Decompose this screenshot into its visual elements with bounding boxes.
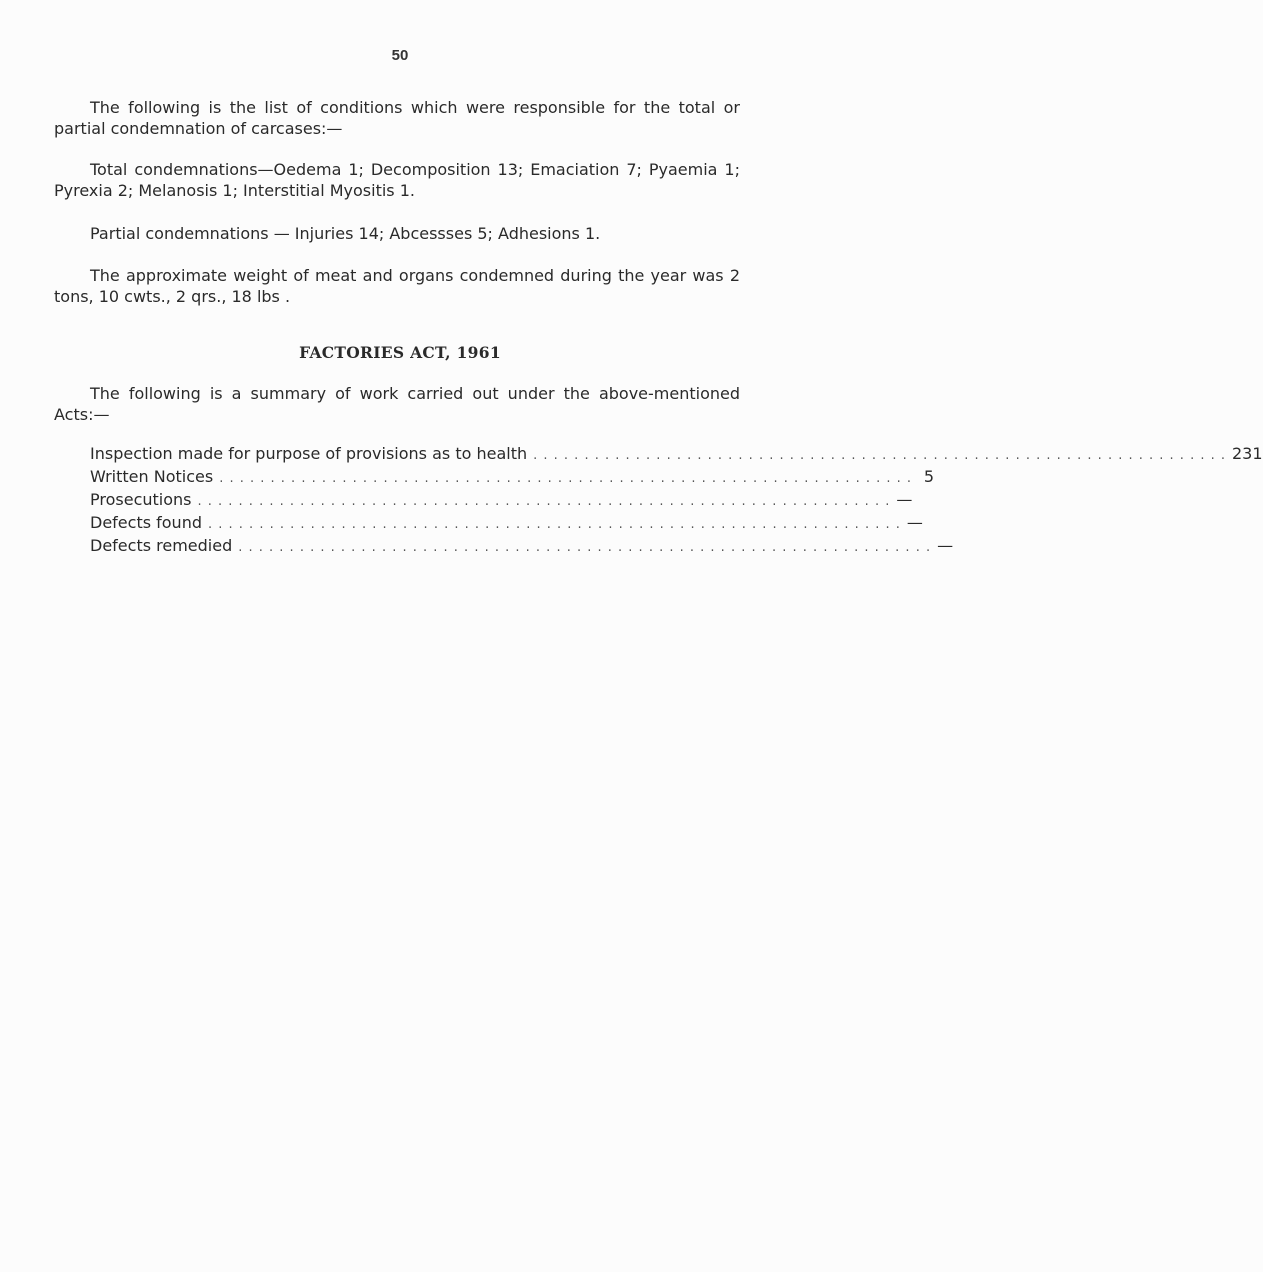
- conditions-intro-text: The following is the list of conditions which were responsible for the total or partial condemnation of carcases:—: [54, 98, 740, 138]
- dot-leader: . . . . . . . . . . . . . . . . . . . . . . . . . . . . . . . . . . . . . . . . . . . . . . . . . . . . . . . . . . . . . . . . . . . .: [208, 517, 901, 532]
- summary-value: 5: [923, 467, 935, 486]
- summary-value: —: [906, 513, 923, 532]
- partial-condemnations-text: Partial condemnations — Injuries 14; Abcessses 5; Adhesions 1.: [90, 224, 601, 243]
- summary-row-written-notices: [90, 467, 935, 490]
- conditions-intro-paragraph: [54, 97, 740, 139]
- summary-row-defects-remedied: [90, 536, 954, 559]
- factories-summary-list: [90, 444, 1263, 559]
- summary-label: Prosecutions: [90, 490, 192, 509]
- partial-condemnations-paragraph: [54, 223, 740, 244]
- summary-value: —: [937, 536, 954, 555]
- summary-row-defects-found: [90, 513, 923, 536]
- summary-row-inspection: [90, 444, 1263, 467]
- page-number: 50: [391, 47, 409, 64]
- weight-paragraph: [54, 265, 740, 307]
- total-condemnations-paragraph: [54, 159, 740, 201]
- summary-value: —: [896, 490, 913, 509]
- dot-leader: . . . . . . . . . . . . . . . . . . . . . . . . . . . . . . . . . . . . . . . . . . . . . . . . . . . . . . . . . . . . . . . . . . . .: [219, 471, 913, 486]
- factories-act-heading: FACTORIES ACT, 1961: [299, 343, 501, 362]
- dot-leader: . . . . . . . . . . . . . . . . . . . . . . . . . . . . . . . . . . . . . . . . . . . . . . . . . . . . . . . . . . . . . . . . . . . .: [197, 494, 891, 509]
- factories-intro-text: The following is a summary of work carried out under the above-mentioned Acts:—: [54, 384, 740, 424]
- summary-label: Inspection made for purpose of provisions as to health: [90, 444, 528, 463]
- dot-leader: . . . . . . . . . . . . . . . . . . . . . . . . . . . . . . . . . . . . . . . . . . . . . . . . . . . . . . . . . . . . . . . . . . . .: [238, 540, 932, 555]
- weight-text: The approximate weight of meat and organs condemned during the year was 2 tons, 10 cwts., 2 qrs., 18 lbs .: [54, 266, 740, 306]
- summary-value: 231: [1232, 444, 1263, 463]
- summary-label: Defects found: [90, 513, 202, 532]
- dot-leader: . . . . . . . . . . . . . . . . . . . . . . . . . . . . . . . . . . . . . . . . . . . . . . . . . . . . . . . . . . . . . . . . . . . .: [533, 448, 1226, 463]
- factories-intro-paragraph: [54, 383, 740, 425]
- total-condemnations-text: Total condemnations—Oedema 1; Decomposition 13; Emaciation 7; Pyaemia 1; Pyrexia 2; Melanosis 1; Interstitial Myositis 1.: [54, 160, 740, 200]
- summary-label: Defects remedied: [90, 536, 233, 555]
- summary-row-prosecutions: [90, 490, 913, 513]
- summary-label: Written Notices: [90, 467, 214, 486]
